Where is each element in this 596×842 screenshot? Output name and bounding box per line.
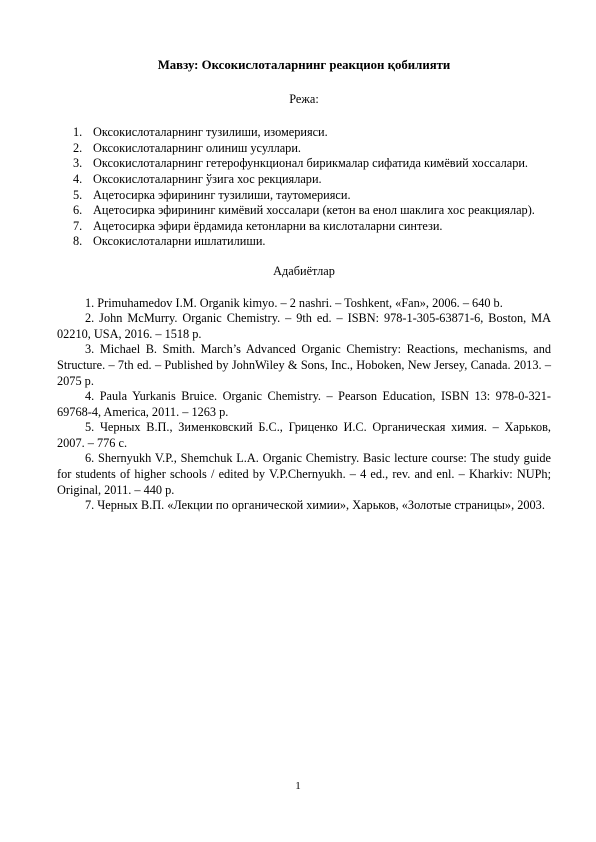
plan-item-number: 5.	[73, 187, 83, 202]
document-page	[57, 58, 551, 514]
reference-item: 4. Paula Yurkanis Bruice. Organic Chemistry. – Pearson Education, ISBN 13: 978-0-321-69768-4, America, 2011. – 1263 p.	[57, 389, 551, 419]
plan-item	[57, 172, 551, 188]
plan-item-number: 3.	[73, 156, 83, 171]
plan-item-text: Ацетосирка эфирининг тузилиши, таутомерияси.	[93, 187, 351, 202]
plan-item-text: Оксокислоталарнинг тузилиши, изомерияси.	[93, 125, 328, 140]
plan-item-number: 2.	[73, 140, 83, 155]
plan-item	[57, 125, 551, 141]
plan-item	[57, 219, 551, 235]
plan-item-number: 8.	[73, 234, 83, 249]
references-heading: Адабиётлар	[273, 263, 335, 278]
plan-item	[57, 141, 551, 157]
reference-item: 3. Michael B. Smith. March’s Advanced Organic Chemistry: Reactions, mechanisms, and Structure. – 7th ed. – Published by JohnWiley & Sons, Inc., Hoboken, New Jersey, Canada. 2013. – 2075 p.	[57, 342, 551, 388]
reference-item: 2. John McMurry. Organic Chemistry. – 9th ed. – ISBN: 978-1-305-63871-6, Boston, MA 02210, USA, 2016. – 1518 p.	[57, 311, 551, 341]
plan-item-number: 4.	[73, 171, 83, 186]
plan-item-number: 7.	[73, 218, 83, 233]
plan-item-text: Ацетосирка эфири ёрдамида кетонларни ва кислоталарни синтези.	[93, 218, 443, 233]
reference-item: 5. Черных В.П., Зименковский Б.С., Гриценко И.С. Органическая химия. – Харьков, 2007. – 776 с.	[57, 420, 551, 450]
page-number: 1	[295, 780, 301, 792]
plan-item-text: Оксокислоталарнинг гетерофункционал бирикмалар сифатида кимёвий хоссалари.	[93, 156, 528, 171]
reference-item: 7. Черных В.П. «Лекции по органической химии», Харьков, «Золотые страницы», 2003.	[85, 498, 545, 513]
reference-item: 6. Shernyukh V.P., Shemchuk L.A. Organic Chemistry. Basic lecture course: The study guide for students of higher schools / edited by V.P.Chernyukh. – 4 ed., rev. and enl. – Kharkiv: NUPh; Original, 2011. – 440 p.	[57, 451, 551, 497]
page-title: Мавзу: Оксокислоталарнинг реакцион қобилияти	[157, 58, 451, 72]
plan-item-text: Ацетосирка эфирининг кимёвий хоссалари (кетон ва енол шаклига хос реакциялар).	[93, 203, 535, 218]
plan-item-text: Оксокислоталарни ишлатилиши.	[93, 234, 266, 249]
plan-item	[57, 188, 551, 204]
plan-item	[57, 156, 551, 172]
plan-item-text: Оксокислоталарнинг олиниш усуллари.	[93, 140, 301, 155]
plan-item-number: 6.	[73, 203, 83, 218]
plan-item-text: Оксокислоталарнинг ўзига хос рекциялари.	[93, 171, 322, 186]
reference-item: 1. Primuhamedov I.M. Organik kimyo. – 2 nashri. – Toshkent, «Fan», 2006. – 640 b.	[85, 295, 503, 310]
plan-heading: Режа:	[289, 91, 319, 106]
plan-item-number: 1.	[73, 125, 83, 140]
plan-list	[57, 125, 551, 250]
plan-item	[57, 234, 551, 250]
plan-item	[57, 203, 551, 219]
